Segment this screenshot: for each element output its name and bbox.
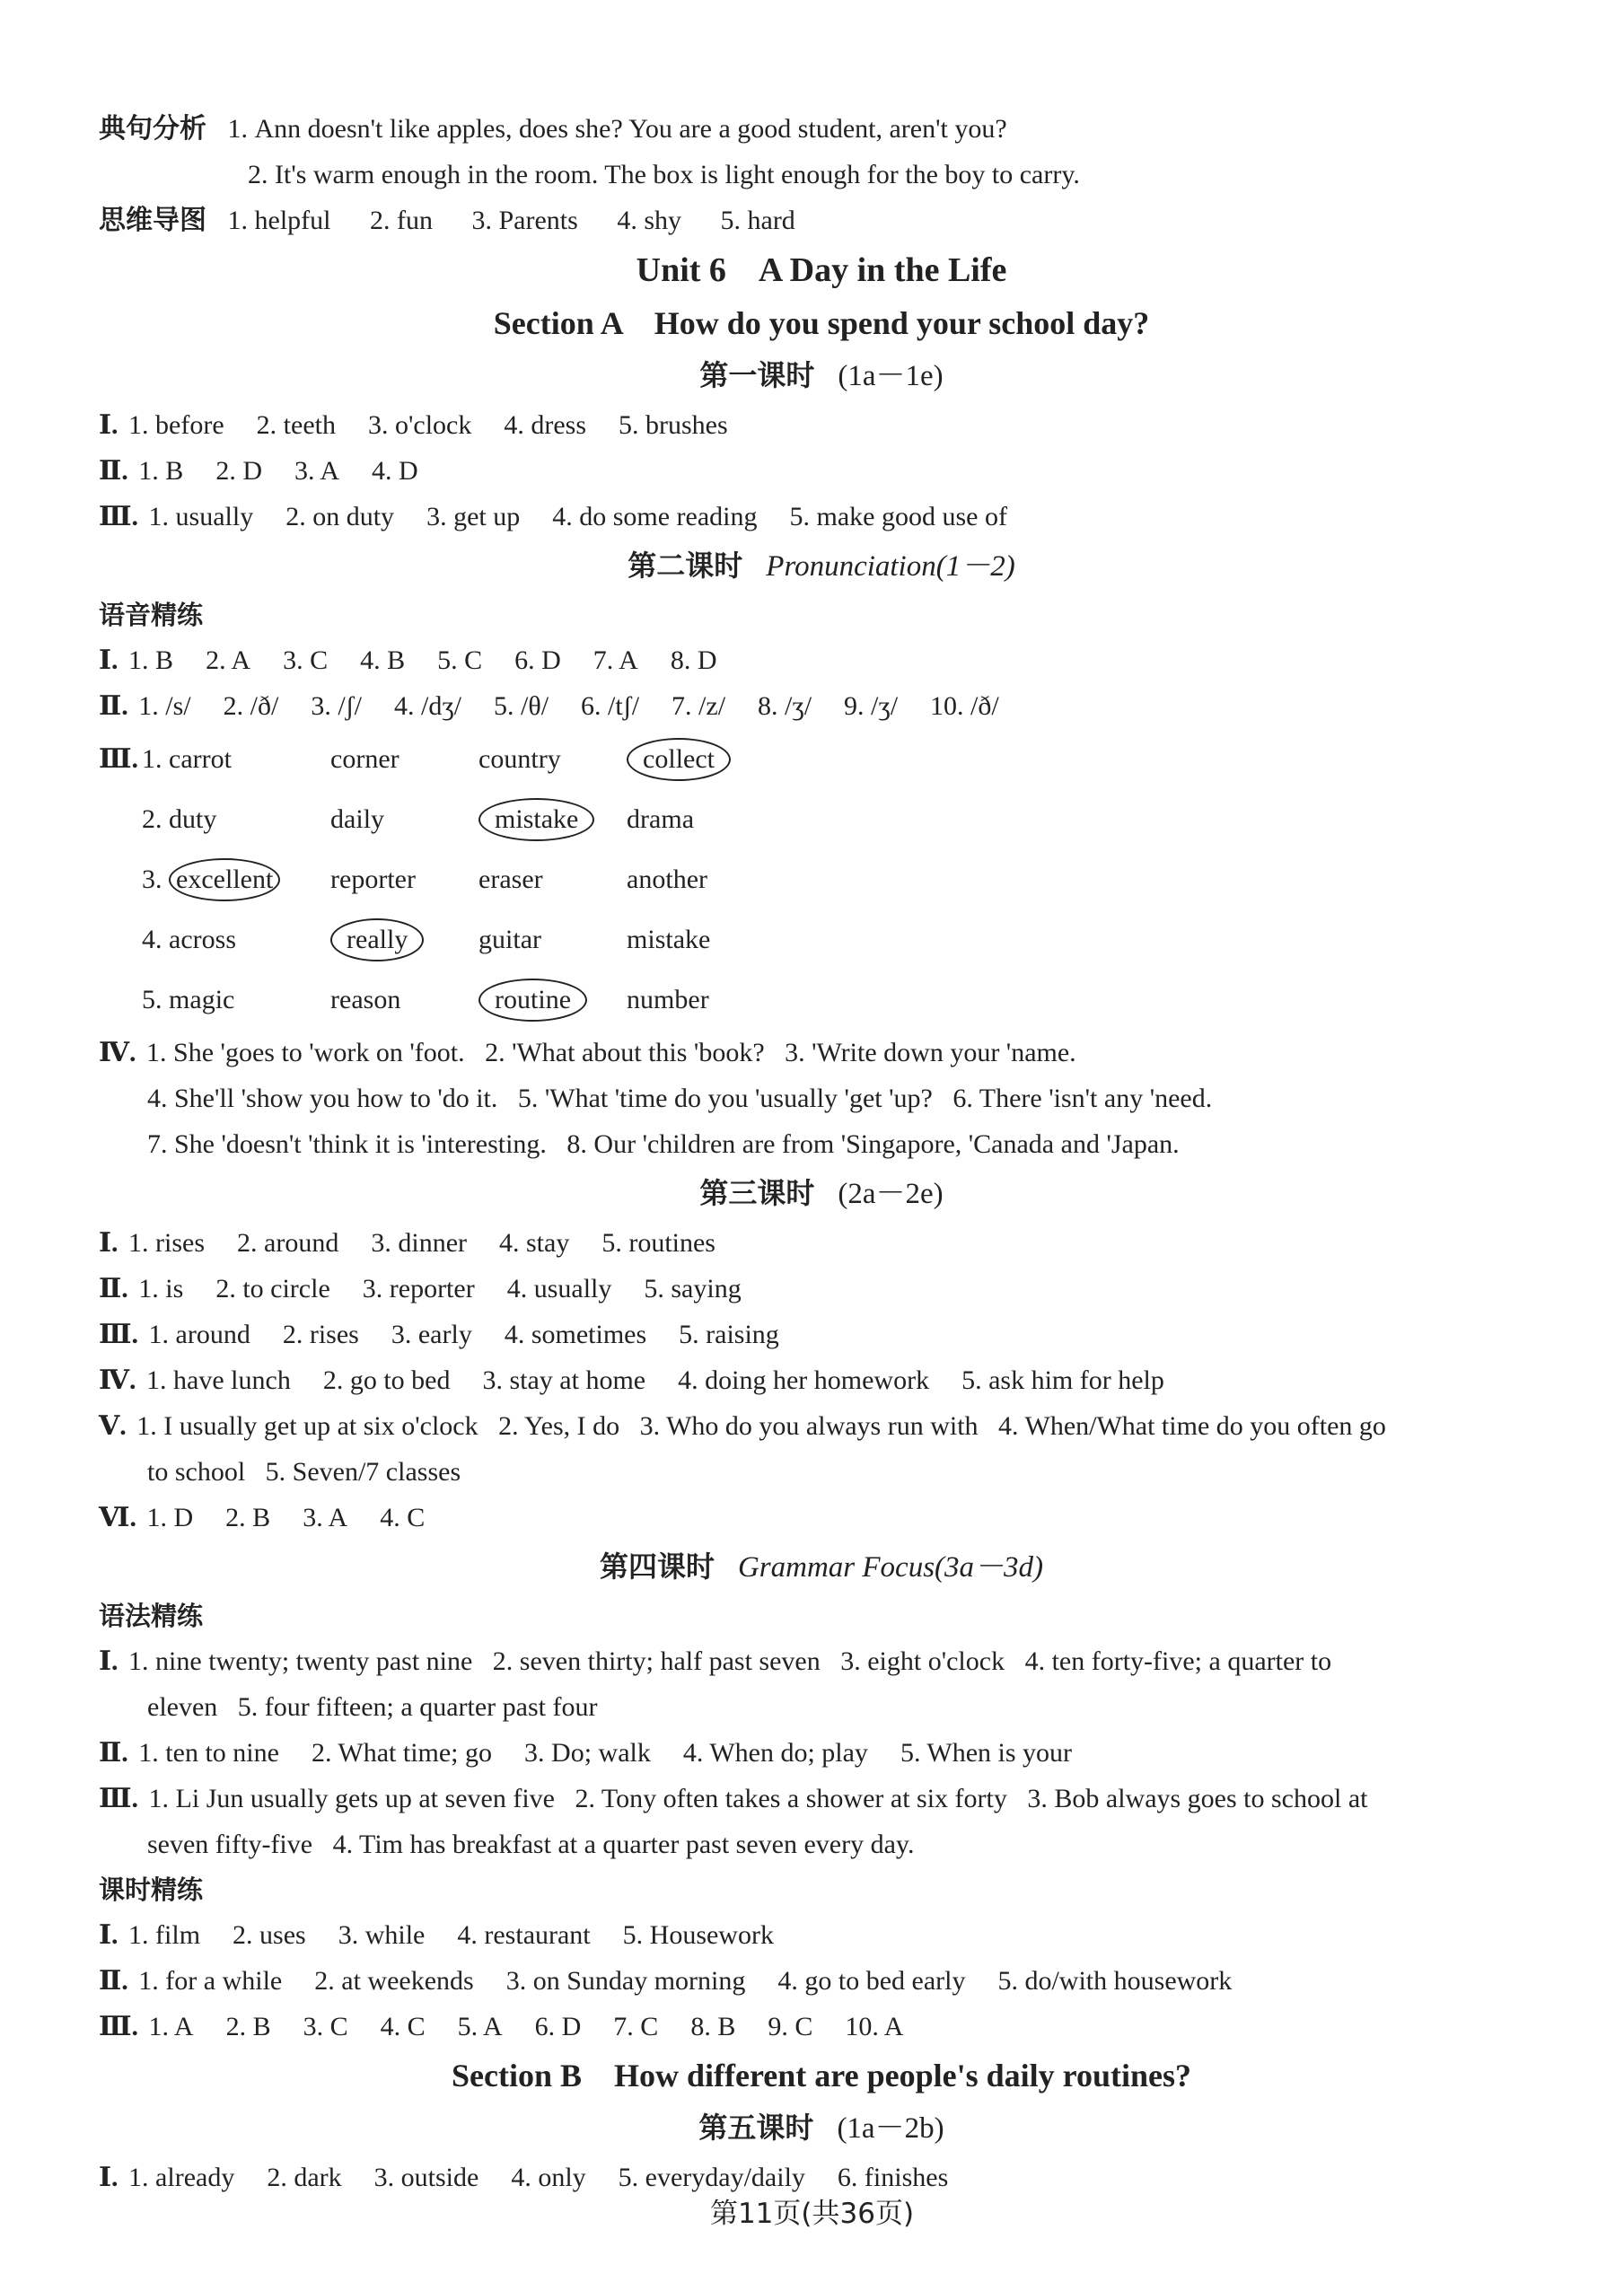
l4-III-1: [99, 1776, 1544, 1821]
l2-II: [99, 683, 1544, 729]
answer: 3. on Sunday morning: [505, 1966, 746, 1996]
l1-II: [99, 448, 1544, 494]
answer-line: to school 5. Seven/7 classes: [147, 1457, 461, 1487]
l4-II: [99, 1730, 1544, 1776]
answer: 5. A: [457, 2012, 503, 2041]
l4-III-2: [99, 1821, 1544, 1867]
answer: 6. D: [514, 645, 561, 675]
numeral: Ⅲ.: [99, 744, 139, 774]
analysis-row-2: [99, 152, 1544, 198]
numeral: Ⅲ.: [99, 1320, 139, 1349]
numeral: Ⅰ.: [99, 2163, 119, 2192]
answer: 5. saying: [644, 1274, 742, 1304]
answer: 3. early: [391, 1320, 472, 1349]
lesson-1-heading: [99, 349, 1544, 402]
answer: 1. for a while: [138, 1966, 283, 1996]
numeral: Ⅰ.: [99, 410, 119, 440]
answer: 4. dress: [504, 410, 587, 440]
word-circled-cell: 3. excellent: [142, 849, 330, 909]
word: 4. across: [142, 925, 237, 954]
lesson-2-cn: 第二课时: [628, 549, 743, 583]
answer: 3. dinner: [371, 1228, 467, 1258]
lesson-4-sub-1: 语法精练: [99, 1601, 204, 1631]
answer: 2. dark: [267, 2163, 342, 2192]
numeral: Ⅱ.: [99, 1738, 128, 1768]
numeral: Ⅳ.: [99, 1038, 136, 1067]
answer: 3. get up: [426, 502, 521, 531]
l1-I: [99, 402, 1544, 448]
answer: 5. Housework: [622, 1920, 774, 1950]
numeral: Ⅱ.: [99, 691, 128, 721]
numeral: Ⅲ.: [99, 1784, 139, 1813]
answer: 4. D: [372, 456, 418, 486]
answer: 2. teeth: [256, 410, 336, 440]
answer: 10. /ð/: [930, 691, 999, 721]
answer-line: eleven 5. four fifteen; a quarter past four: [147, 1692, 598, 1722]
answer-page: [99, 106, 1544, 2200]
answer: 8. /ʒ/: [758, 691, 812, 721]
answer: 5. /θ/: [494, 691, 549, 721]
answer: 1. film: [128, 1920, 201, 1950]
answer: 10. A: [845, 2012, 904, 2041]
circled-word: mistake: [478, 798, 594, 841]
answer: 3. while: [338, 1920, 426, 1950]
mindmap-item: 3. Parents: [471, 206, 578, 235]
answer: 2. A: [206, 645, 251, 675]
numeral: Ⅲ.: [99, 502, 139, 531]
lesson-4-heading: [99, 1540, 1544, 1593]
l2-IV-2: [99, 1075, 1544, 1121]
mindmap-item: 2. fun: [369, 206, 433, 235]
numeral: Ⅳ.: [99, 1365, 136, 1395]
l4-II2: [99, 1958, 1544, 2004]
stress-line: 1. She 'goes to 'work on 'foot. 2. 'What about this 'book? 3. 'Write down your 'name.: [146, 1038, 1076, 1067]
unit-title: Unit 6 A Day in the Life: [636, 251, 1007, 289]
lesson-1-en: (1a－1e): [838, 360, 944, 392]
answer: 4. restaurant: [457, 1920, 591, 1950]
numeral: Ⅰ.: [99, 1920, 119, 1950]
answer: 5. make good use of: [789, 502, 1007, 531]
word: eraser: [478, 865, 543, 894]
l3-V-2: [99, 1449, 1544, 1495]
answer: 1. is: [138, 1274, 184, 1304]
analysis-text-1: 1. Ann doesn't like apples, does she? You are a good student, aren't you?: [227, 114, 1007, 144]
answer: 7. C: [613, 2012, 659, 2041]
numeral: Ⅰ.: [99, 1646, 119, 1676]
l4-I-1: [99, 1638, 1544, 1684]
answer: 8. B: [690, 2012, 736, 2041]
numeral: Ⅵ.: [99, 1503, 136, 1532]
circled-word: routine: [478, 979, 587, 1022]
answer: 5. ask him for help: [961, 1365, 1164, 1395]
answer: 4. B: [360, 645, 406, 675]
lesson-4-en: Grammar Focus(3a－3d): [737, 1551, 1044, 1584]
l1-III: [99, 494, 1544, 540]
answer: 4. C: [380, 2012, 426, 2041]
answer-line: 1. Li Jun usually gets up at seven five 2. Tony often takes a shower at six forty 3. Bob always goes to school at: [148, 1784, 1368, 1813]
answer: 1. B: [128, 645, 174, 675]
word: country: [478, 744, 561, 774]
answer: 1. rises: [128, 1228, 206, 1258]
answer: 5. When is your: [900, 1738, 1073, 1768]
circled-word: excellent: [169, 858, 280, 901]
answer: 5. do/with housework: [997, 1966, 1233, 1996]
answer-line: 1. I usually get up at six o'clock 2. Yes, I do 3. Who do you always run with 4. When/What time do you often go: [136, 1411, 1386, 1441]
lesson-4-cn: 第四课时: [599, 1549, 715, 1584]
word: 5. magic: [142, 985, 235, 1014]
answer: 1. already: [128, 2163, 235, 2192]
answer: 3. C: [303, 2012, 348, 2041]
answer: 1. around: [148, 1320, 250, 1349]
answer: 4. /dʒ/: [394, 691, 461, 721]
answer: 2. /ð/: [223, 691, 279, 721]
word: reason: [330, 985, 401, 1014]
answer: 2. go to bed: [322, 1365, 451, 1395]
answer: 3. reporter: [362, 1274, 475, 1304]
answer: 1. usually: [148, 502, 254, 531]
answer: 3. /ʃ/: [311, 691, 362, 721]
word: mistake: [627, 925, 711, 954]
answer: 4. only: [511, 2163, 586, 2192]
answer: 2. on duty: [285, 502, 395, 531]
answer: 4. When do; play: [682, 1738, 868, 1768]
answer: 2. rises: [282, 1320, 359, 1349]
answer: 2. B: [225, 2012, 271, 2041]
numeral: Ⅰ.: [99, 1228, 119, 1258]
answer: 5. C: [437, 645, 483, 675]
answer: 1. D: [146, 1503, 194, 1532]
answer: 3. o'clock: [367, 410, 472, 440]
word: 1. carrot: [142, 744, 232, 774]
answer: 2. around: [237, 1228, 339, 1258]
answer: 5. raising: [679, 1320, 779, 1349]
section-b-title: Section B How different are people's daily routines?: [452, 2058, 1191, 2094]
answer: 3. A: [294, 456, 339, 486]
answer: 9. /ʒ/: [844, 691, 899, 721]
answer: 2. D: [215, 456, 262, 486]
word: corner: [330, 744, 399, 774]
answer: 2. at weekends: [314, 1966, 474, 1996]
stress-line: 7. She 'doesn't 'think it is 'interesting. 8. Our 'children are from 'Singapore, 'Canada and 'Japan.: [147, 1129, 1180, 1159]
l3-II: [99, 1266, 1544, 1312]
answer: 3. outside: [373, 2163, 479, 2192]
word: drama: [627, 804, 695, 834]
answer: 3. A: [303, 1503, 348, 1532]
l2-III: [99, 729, 1544, 1030]
numeral: Ⅱ.: [99, 1274, 128, 1304]
mindmap-item: 5. hard: [720, 206, 795, 235]
section-a-title: Section A How do you spend your school day?: [493, 305, 1150, 341]
l2-IV-1: [99, 1030, 1544, 1075]
lesson-5-en: (1a－2b): [837, 2112, 944, 2145]
word: guitar: [478, 925, 542, 954]
lesson-2-subheading: 语音精练: [99, 600, 204, 630]
word: number: [627, 985, 709, 1014]
answer: 6. D: [534, 2012, 582, 2041]
answer: 4. C: [380, 1503, 426, 1532]
analysis-text-2: 2. It's warm enough in the room. The box is light enough for the boy to carry.: [248, 160, 1080, 189]
answer: 9. C: [768, 2012, 813, 2041]
lesson-2-en: Pronunciation(1－2): [766, 550, 1015, 583]
analysis-row: [99, 106, 1544, 152]
lesson-4-sub-2: 课时精练: [99, 1874, 204, 1905]
lesson-5-heading: [99, 2102, 1544, 2155]
answer: 1. ten to nine: [138, 1738, 279, 1768]
word: 2. duty: [142, 804, 217, 834]
lesson-5-cn: 第五课时: [698, 2111, 814, 2145]
answer-line: seven fifty-five 4. Tim has breakfast at a quarter past seven every day.: [147, 1830, 915, 1859]
answer: 1. have lunch: [146, 1365, 291, 1395]
word-grid: [142, 729, 806, 1030]
numeral: Ⅱ.: [99, 1966, 128, 1996]
mindmap-row: [99, 198, 1544, 243]
analysis-label: 典句分析: [99, 113, 206, 145]
page-number: 第11页(共36页): [709, 2198, 915, 2230]
answer: 1. before: [128, 410, 224, 440]
page-footer: [0, 2190, 1624, 2231]
circled-word: really: [330, 918, 424, 961]
answer: 5. routines: [601, 1228, 715, 1258]
l3-IV: [99, 1357, 1544, 1403]
answer: 3. stay at home: [482, 1365, 646, 1395]
answer: 4. doing her homework: [678, 1365, 930, 1395]
lesson-3-cn: 第三课时: [699, 1176, 815, 1210]
mindmap-label: 思维导图: [99, 205, 206, 236]
answer: 2. B: [225, 1503, 271, 1532]
answer: 8. D: [670, 645, 717, 675]
answer: 4. usually: [506, 1274, 612, 1304]
answer: 7. A: [593, 645, 638, 675]
answer: 4. sometimes: [504, 1320, 647, 1349]
l4-III2: [99, 2004, 1544, 2050]
numeral: Ⅲ.: [99, 2012, 139, 2041]
answer: 7. /z/: [672, 691, 726, 721]
answer: 5. everyday/daily: [618, 2163, 805, 2192]
stress-line: 4. She'll 'show you how to 'do it. 5. 'What 'time do you 'usually 'get 'up? 6. There 'isn't any 'need.: [147, 1084, 1213, 1113]
l3-III: [99, 1312, 1544, 1357]
l2-IV-3: [99, 1121, 1544, 1167]
l3-VI: [99, 1495, 1544, 1540]
l4-I2: [99, 1912, 1544, 1958]
l3-V-1: [99, 1403, 1544, 1449]
mindmap-item: 4. shy: [617, 206, 681, 235]
answer: 2. What time; go: [311, 1738, 493, 1768]
answer: 6. finishes: [837, 2163, 949, 2192]
word: reporter: [330, 865, 416, 894]
answer: 4. do some reading: [552, 502, 758, 531]
numeral: Ⅰ.: [99, 645, 119, 675]
lesson-2-heading: [99, 540, 1544, 592]
word: daily: [330, 804, 385, 834]
answer-line: 1. nine twenty; twenty past nine 2. seven thirty; half past seven 3. eight o'clock 4. ten forty-five; a quarter to: [128, 1646, 1332, 1676]
answer: 1. B: [138, 456, 184, 486]
answer: 6. /tʃ/: [581, 691, 640, 721]
answer: 3. Do; walk: [524, 1738, 651, 1768]
numeral: Ⅴ.: [99, 1411, 127, 1441]
circled-word: collect: [627, 738, 731, 781]
answer: 5. brushes: [619, 410, 728, 440]
l3-I: [99, 1220, 1544, 1266]
answer: 4. stay: [499, 1228, 570, 1258]
answer: 2. to circle: [215, 1274, 330, 1304]
answer: 3. C: [283, 645, 329, 675]
l4-I-2: [99, 1684, 1544, 1730]
word: another: [627, 865, 708, 894]
answer: 4. go to bed early: [777, 1966, 966, 1996]
lesson-3-en: (2a－2e): [838, 1178, 944, 1210]
lesson-1-cn: 第一课时: [699, 358, 815, 392]
answer: 1. /s/: [138, 691, 191, 721]
lesson-3-heading: [99, 1167, 1544, 1220]
l2-I: [99, 637, 1544, 683]
answer: 1. A: [148, 2012, 194, 2041]
mindmap-item: 1. helpful: [227, 206, 331, 235]
numeral: Ⅱ.: [99, 456, 128, 486]
answer: 2. uses: [233, 1920, 306, 1950]
